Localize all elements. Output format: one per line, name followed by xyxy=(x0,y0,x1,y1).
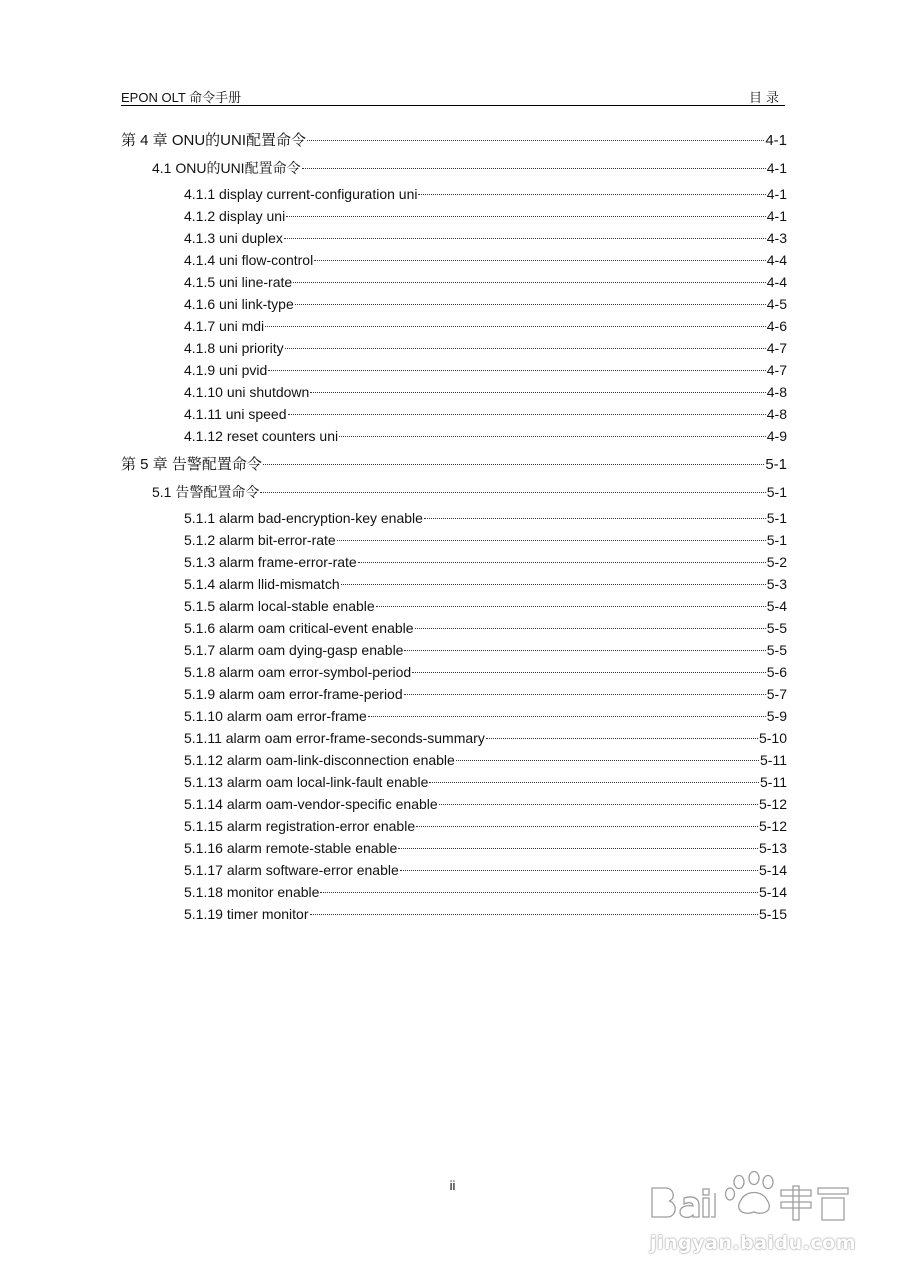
dot-leader xyxy=(439,804,758,805)
toc-entry-item[interactable] xyxy=(184,794,787,814)
toc-entry-page: 5-14 xyxy=(758,862,787,878)
toc-entry-item[interactable] xyxy=(184,882,787,902)
toc-entry-page: 4-1 xyxy=(766,160,787,176)
toc-entry-page: 5-11 xyxy=(760,774,787,790)
toc-entry-title: 第 5 章 告警配置命令 xyxy=(121,456,262,473)
toc-entry-page: 4-5 xyxy=(766,296,787,312)
toc-entry-title: 5.1.9 alarm oam error-frame-period xyxy=(184,686,403,702)
toc-entry-title: 5.1.16 alarm remote-stable enable xyxy=(184,840,398,856)
toc-entry-item[interactable] xyxy=(184,596,787,616)
toc-entry-title: 5.1.2 alarm bit-error-rate xyxy=(184,532,336,548)
toc-entry-page: 4-8 xyxy=(766,406,787,422)
toc-entry-title: 4.1.3 uni duplex xyxy=(184,230,283,246)
toc-entry-item[interactable] xyxy=(184,860,787,880)
toc-entry-item[interactable] xyxy=(184,640,787,660)
toc-entry-title: 5.1.17 alarm software-error enable xyxy=(184,862,399,878)
toc-entry-page: 4-1 xyxy=(766,208,787,224)
dot-leader xyxy=(310,914,758,915)
toc-entry-page: 4-4 xyxy=(766,274,787,290)
toc-entry-chapter[interactable] xyxy=(121,131,787,151)
toc-entry-item[interactable] xyxy=(184,250,787,270)
toc-entry-title: 5.1.14 alarm oam-vendor-specific enable xyxy=(184,796,438,812)
toc-entry-page: 5-2 xyxy=(766,554,787,570)
toc-entry-item[interactable] xyxy=(184,662,787,682)
dot-leader xyxy=(260,492,765,493)
toc-entry-item[interactable] xyxy=(184,508,787,528)
toc-entry-page: 5-14 xyxy=(758,884,787,900)
toc-entry-title: 5.1.12 alarm oam-link-disconnection enable xyxy=(184,752,455,768)
toc-entry-page: 5-5 xyxy=(766,620,787,636)
toc-entry-item[interactable] xyxy=(184,294,787,314)
toc-entry-item[interactable] xyxy=(184,382,787,402)
baidu-logo-icon xyxy=(646,1168,856,1228)
toc-entry-page: 5-10 xyxy=(758,730,787,746)
toc-entry-item[interactable] xyxy=(184,184,787,204)
toc-entry-title: 第 4 章 ONU的UNI配置命令 xyxy=(121,132,307,149)
toc-entry-title: 5.1.7 alarm oam dying-gasp enable xyxy=(184,642,404,658)
dot-leader xyxy=(368,716,766,717)
dot-leader xyxy=(337,540,766,541)
toc-entry-title: 5.1.19 timer monitor xyxy=(184,906,309,922)
dot-leader xyxy=(310,392,765,393)
toc-entry-page: 5-1 xyxy=(766,532,787,548)
toc-entry-title: 4.1.4 uni flow-control xyxy=(184,252,314,268)
toc-entry-page: 5-12 xyxy=(758,796,787,812)
toc-entry-title: 4.1.10 uni shutdown xyxy=(184,384,310,400)
toc-entry-item[interactable] xyxy=(184,772,787,792)
toc-entry-section[interactable] xyxy=(152,158,787,178)
toc-entry-item[interactable] xyxy=(184,552,787,572)
toc-entry-title: 5.1 告警配置命令 xyxy=(152,484,260,500)
toc-entry-page: 5-9 xyxy=(766,708,787,724)
toc-entry-page: 5-1 xyxy=(765,456,787,473)
toc-entry-page: 5-13 xyxy=(758,840,787,856)
dot-leader xyxy=(341,584,766,585)
toc-entry-item[interactable] xyxy=(184,404,787,424)
dot-leader xyxy=(404,650,765,651)
toc-entry-page: 4-7 xyxy=(766,340,787,356)
dot-leader xyxy=(286,216,766,217)
toc-entry-item[interactable] xyxy=(184,316,787,336)
watermark-url: jingyan.baidu.com xyxy=(650,1232,856,1254)
toc-entry-item[interactable] xyxy=(184,530,787,550)
dot-leader xyxy=(268,370,765,371)
toc-entry-page: 4-8 xyxy=(766,384,787,400)
toc-entry-title: 4.1.7 uni mdi xyxy=(184,318,265,334)
toc-entry-page: 4-6 xyxy=(766,318,787,334)
toc-entry-title: 5.1.6 alarm oam critical-event enable xyxy=(184,620,414,636)
dot-leader xyxy=(284,238,766,239)
toc-entry-page: 5-7 xyxy=(766,686,787,702)
toc-entry-title: 4.1.2 display uni xyxy=(184,208,286,224)
dot-leader xyxy=(376,606,766,607)
toc-entry-title: 5.1.18 monitor enable xyxy=(184,884,320,900)
dot-leader xyxy=(486,738,758,739)
toc-entry-item[interactable] xyxy=(184,618,787,638)
dot-leader xyxy=(429,782,759,783)
dot-leader xyxy=(307,140,764,141)
toc-entry-item[interactable] xyxy=(184,338,787,358)
toc-entry-title: 4.1.11 uni speed xyxy=(184,406,287,422)
toc-entry-item[interactable] xyxy=(184,684,787,704)
toc-entry-title: 5.1.10 alarm oam error-frame xyxy=(184,708,367,724)
dot-leader xyxy=(424,518,766,519)
header-section: 目录 xyxy=(748,90,783,105)
toc-entry-title: 4.1.8 uni priority xyxy=(184,340,284,356)
dot-leader xyxy=(400,870,758,871)
dot-leader xyxy=(295,304,766,305)
dot-leader xyxy=(418,194,765,195)
dot-leader xyxy=(416,826,758,827)
toc-entry-title: 4.1.5 uni line-rate xyxy=(184,274,293,290)
toc-entry-item[interactable] xyxy=(184,706,787,726)
toc-entry-title: 5.1.3 alarm frame-error-rate xyxy=(184,554,357,570)
dot-leader xyxy=(358,562,766,563)
toc-entry-page: 4-4 xyxy=(766,252,787,268)
dot-leader xyxy=(314,260,766,261)
toc-entry-page: 5-11 xyxy=(760,752,787,768)
dot-leader xyxy=(412,672,766,673)
toc-entry-page: 4-7 xyxy=(766,362,787,378)
dot-leader xyxy=(263,464,764,465)
dot-leader xyxy=(288,414,766,415)
toc-entry-page: 5-6 xyxy=(766,664,787,680)
dot-leader xyxy=(302,168,766,169)
toc-entry-title: 4.1.9 uni pvid xyxy=(184,362,268,378)
dot-leader xyxy=(320,892,758,893)
toc-entry-title: 4.1.1 display current-configuration uni xyxy=(184,186,418,202)
toc-entry-title: 5.1.13 alarm oam local-link-fault enable xyxy=(184,774,429,790)
toc-entry-page: 5-3 xyxy=(766,576,787,592)
toc-entry-item[interactable] xyxy=(184,816,787,836)
toc-entry-section[interactable] xyxy=(152,482,787,502)
toc-entry-page: 4-1 xyxy=(765,132,787,149)
toc-entry-item[interactable] xyxy=(184,426,787,446)
dot-leader xyxy=(293,282,766,283)
toc-entry-title: 5.1.5 alarm local-stable enable xyxy=(184,598,375,614)
dot-leader xyxy=(339,436,766,437)
dot-leader xyxy=(456,760,759,761)
toc-entry-title: 5.1.8 alarm oam error-symbol-period xyxy=(184,664,412,680)
toc-entry-page: 5-5 xyxy=(766,642,787,658)
dot-leader xyxy=(404,694,766,695)
toc-entry-item[interactable] xyxy=(184,228,787,248)
toc-entry-item[interactable] xyxy=(184,574,787,594)
toc-entry-page: 4-3 xyxy=(766,230,787,246)
toc-entry-item[interactable] xyxy=(184,360,787,380)
toc-entry-item[interactable] xyxy=(184,904,787,924)
baidu-jingyan-watermark xyxy=(640,1140,860,1265)
dot-leader xyxy=(415,628,766,629)
toc-entry-page: 5-1 xyxy=(766,484,787,500)
dot-leader xyxy=(285,348,766,349)
header-title: EPON OLT 命令手册 xyxy=(121,90,242,105)
toc-entry-title: 4.1.12 reset counters uni xyxy=(184,428,339,444)
toc-entry-title: 5.1.15 alarm registration-error enable xyxy=(184,818,416,834)
toc-entry-page: 4-9 xyxy=(766,428,787,444)
dot-leader xyxy=(265,326,766,327)
toc-entry-item[interactable] xyxy=(184,728,787,748)
toc-entry-item[interactable] xyxy=(184,750,787,770)
toc-entry-page: 4-1 xyxy=(766,186,787,202)
page-number: ii xyxy=(449,1178,456,1193)
toc-entry-title: 5.1.11 alarm oam error-frame-seconds-summary xyxy=(184,730,485,746)
toc-entry-title: 4.1 ONU的UNI配置命令 xyxy=(152,160,301,176)
toc-entry-title: 4.1.6 uni link-type xyxy=(184,296,294,312)
toc-entry-item[interactable] xyxy=(184,838,787,858)
toc-entry-page: 5-1 xyxy=(766,510,787,526)
toc-entry-item[interactable] xyxy=(184,206,787,226)
toc-entry-page: 5-12 xyxy=(758,818,787,834)
toc-entry-title: 5.1.1 alarm bad-encryption-key enable xyxy=(184,510,423,526)
toc-entry-page: 5-4 xyxy=(766,598,787,614)
toc-entry-title: 5.1.4 alarm llid-mismatch xyxy=(184,576,340,592)
dot-leader xyxy=(398,848,758,849)
toc-entry-chapter[interactable] xyxy=(121,455,787,475)
toc-entry-item[interactable] xyxy=(184,272,787,292)
toc-entry-page: 5-15 xyxy=(758,906,787,922)
